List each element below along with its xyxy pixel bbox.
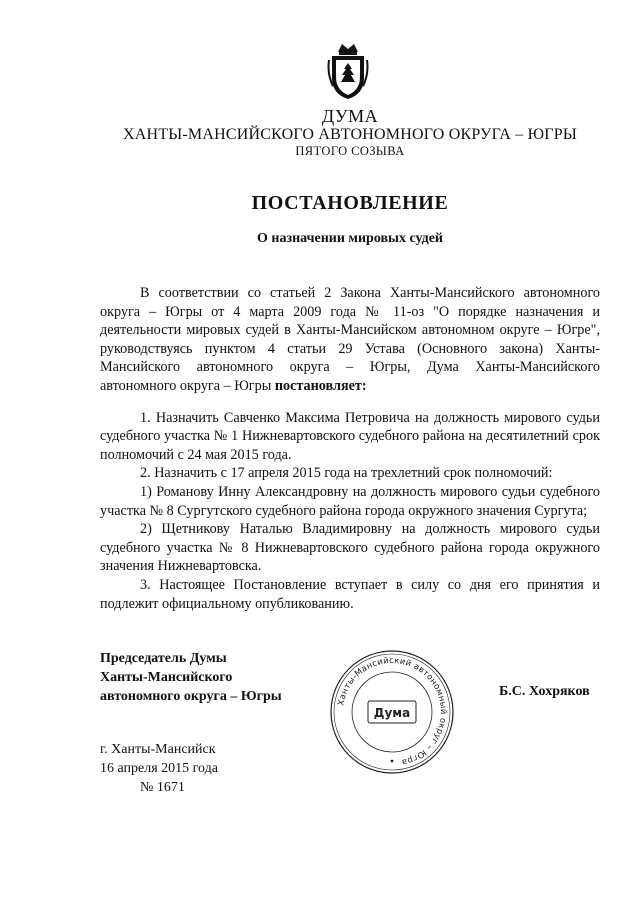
list-item: 2) Щетникову Наталью Владимировну на должность мирового судьи судебного участка № 8 Нижневартовского судебного района города окружного значения Нижневартовска. — [100, 521, 600, 575]
seal-ring-text: Ханты-Мансийский автономный округ – Югра — [335, 654, 450, 768]
document-type: ПОСТАНОВЛЕНИЕ — [251, 192, 449, 214]
list-item: 3. Настоящее Постановление вступает в силу со дня его принятия и подлежит официальному опубликованию. — [100, 576, 600, 612]
signer-title — [100, 649, 320, 706]
signer-name: Б.С. Хохряков — [499, 684, 590, 699]
seal-center-text: Дума — [373, 706, 411, 720]
preamble-paragraph — [100, 284, 600, 396]
org-region: ХАНТЫ-МАНСИЙСКОГО АВТОНОМНОГО ОКРУГА – ЮГРЫ — [123, 126, 577, 143]
list-item: 2. Назначить с 17 апреля 2015 года на трехлетний срок полномочий: — [140, 465, 553, 482]
coat-of-arms-icon — [326, 40, 370, 100]
document-subject: О назначении мировых судей — [257, 231, 443, 246]
official-seal — [328, 648, 456, 776]
org-name: ДУМА — [321, 106, 379, 126]
signer-title-line: Председатель Думы — [100, 651, 227, 666]
document-number: № 1671 — [140, 780, 185, 795]
place-date-number — [100, 740, 218, 797]
resolves-word: постановляет: — [274, 377, 367, 394]
signer-title-line: автономного округа – Югры — [100, 689, 282, 704]
date: 16 апреля 2015 года — [100, 761, 218, 776]
document-body — [100, 284, 600, 613]
list-item: 1. Назначить Савченко Максима Петровича на должность мирового судьи судебного участка № 1 Нижневартовского судебного района на десятилетний срок полномочий с 24 мая 2015 года. — [100, 409, 600, 463]
convocation: ПЯТОГО СОЗЫВА — [295, 144, 405, 158]
signer-title-line: Ханты-Мансийского — [100, 670, 233, 685]
preamble-text: В соответствии со статьей 2 Закона Ханты-Мансийского автономного округа – Югры от 4 марта 2009 года № 11-оз "О порядке назначения и деятельности мировых судей в Ханты-Мансийском автономном округе – Югре", руководствуясь пунктом 4 статьи 29 Устава (Основного закона) Ханты-Мансийского автономного округа – Югры, Дума Ханты-Мансийского автономного округа – Югры — [100, 285, 600, 394]
list-item: 1) Романову Инну Александровну на должность мирового судьи судебного участка № 8 Сургутского судебного района города окружного значения Сургута; — [100, 483, 600, 519]
place: г. Ханты-Мансийск — [100, 742, 216, 757]
